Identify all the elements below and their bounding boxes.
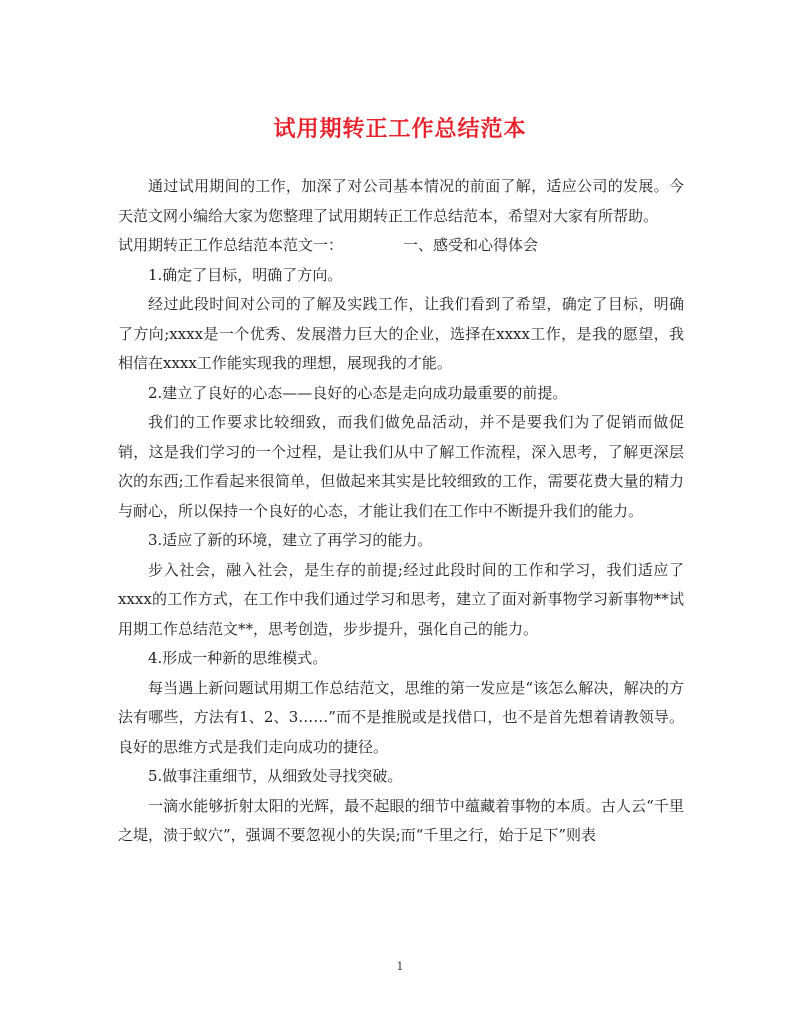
section-label-line: [118, 231, 684, 261]
point-2-heading: 2.建立了良好的心态——良好的心态是走向成功最重要的前提。: [148, 383, 568, 402]
point-1-heading: 1.确定了目标，明确了方向。: [148, 265, 343, 284]
point-3-heading: 3.适应了新的环境，建立了再学习的能力。: [148, 531, 433, 549]
intro-paragraph: 通过试用期间的工作，加深了对公司基本情况的前面了解，适应公司的发展。今天范文网小编给大家为您整理了试用期转正工作总结范本，希望对大家有所帮助。: [118, 177, 684, 225]
document-title: 试用期转正工作总结范本: [273, 116, 527, 142]
point-5-paragraph: 一滴水能够折射太阳的光辉，最不起眼的细节中蕴藏着事物的本质。古人云“千里之堤，溃于蚁穴”，强调不要忽视小的失误;而“千里之行，始于足下”则表: [118, 796, 684, 844]
page-number: 1: [396, 960, 404, 973]
point-1-paragraph: 经过此段时间对公司的了解及实践工作，让我们看到了希望，确定了目标，明确了方向;xxxx是一个优秀、发展潜力巨大的企业，选择在xxxx工作，是我的愿望，我相信在xxxx工作能实现我的理想，展现我的才能。: [118, 295, 684, 372]
section-label: 试用期转正工作总结范本范文一：: [118, 236, 344, 254]
document-body: [118, 172, 684, 851]
point-4-paragraph: 每当遇上新问题试用期工作总结范文，思维的第一发应是“该怎么解决，解决的方法有哪些，方法有1、2、3……”而不是推脱或是找借口，也不是首先想着请教领导。良好的思维方式是我们走向成功的捷径。: [118, 678, 684, 756]
point-3-paragraph: 步入社会，融入社会，是生存的前提;经过此段时间的工作和学习，我们适应了xxxx的工作方式，在工作中我们通过学习和思考，建立了面对新事物学习新事物**试用期工作总结范文**，思考创造，步步提升，强化自己的能力。: [118, 560, 684, 638]
section-heading: 一、感受和心得体会: [403, 236, 539, 254]
point-5-heading: 5.做事注重细节，从细致处寻找突破。: [148, 767, 403, 785]
point-2-paragraph: 我们的工作要求比较细致，而我们做免品活动，并不是要我们为了促销而做促销，这是我们学习的一个过程，是让我们从中了解工作流程，深入思考，了解更深层次的东西;工作看起来很简单，但做起来其实是比较细致的工作，需要花费大量的精力与耐心，所以保持一个良好的心态，才能让我们在工作中不断提升我们的能力。: [118, 413, 684, 520]
point-4-heading: 4.形成一种新的思维模式。: [148, 649, 328, 667]
